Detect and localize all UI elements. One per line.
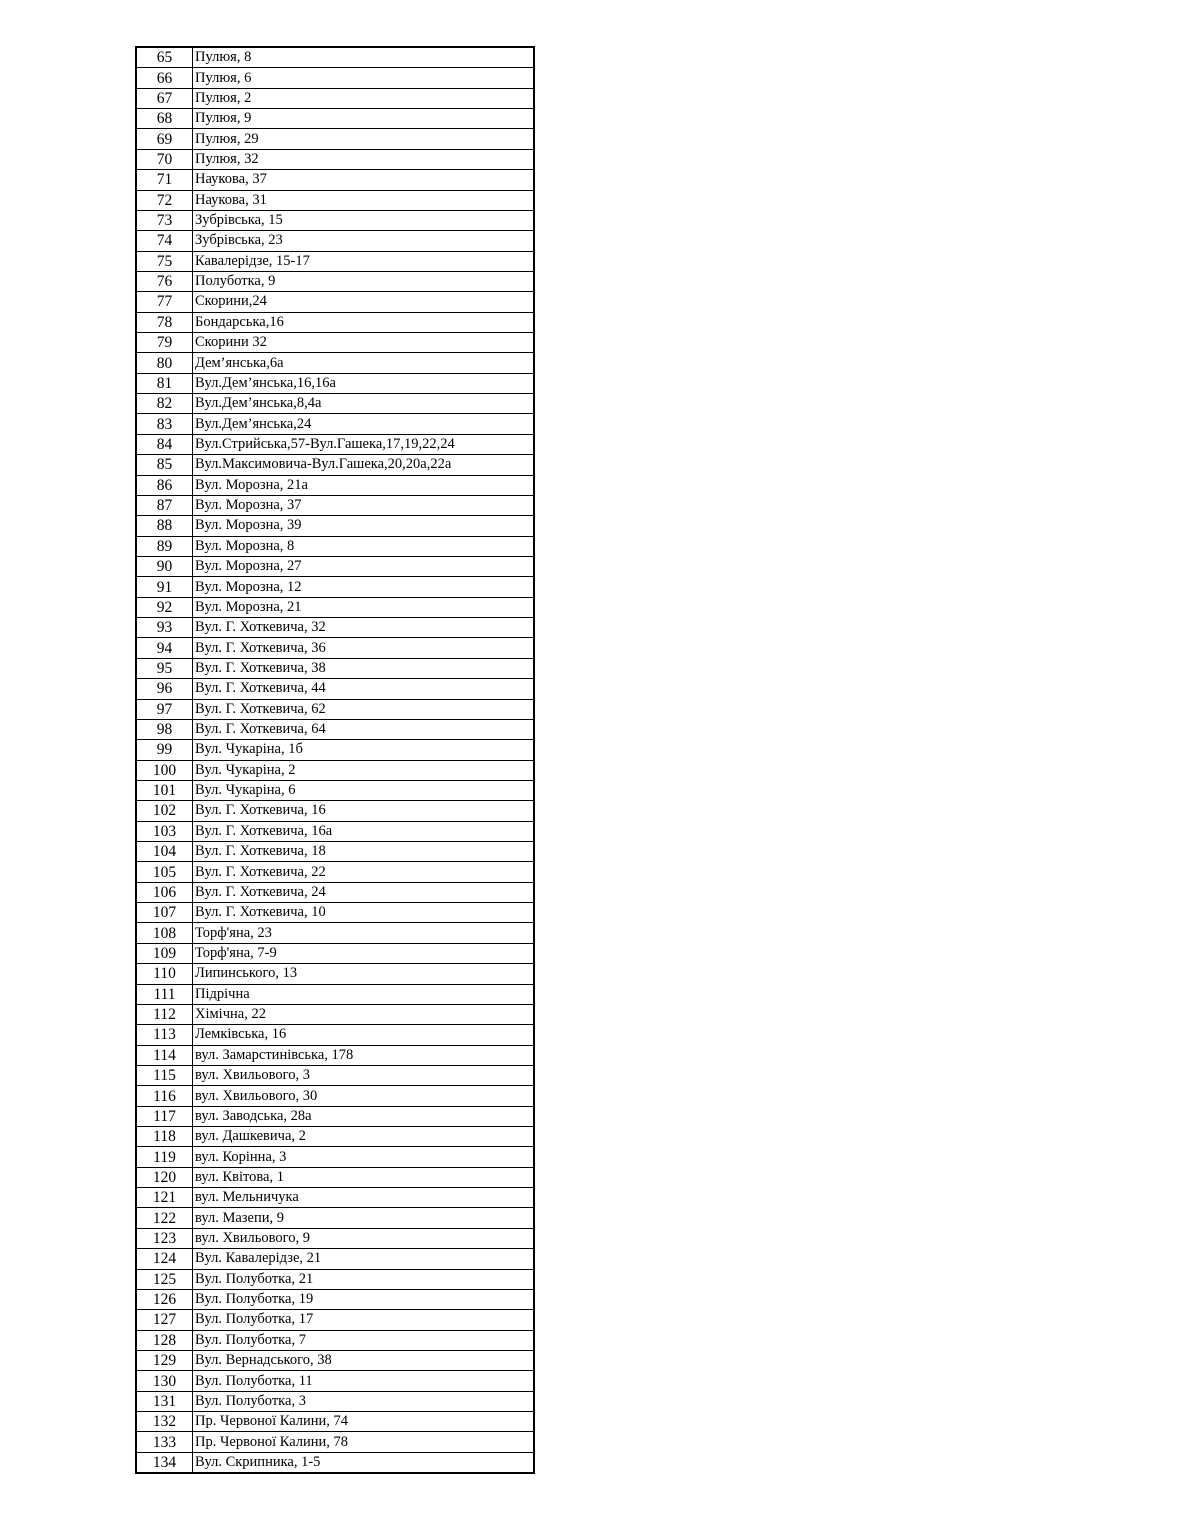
address-cell: Пулюя, 6 xyxy=(193,68,535,88)
row-number-cell: 85 xyxy=(136,455,193,475)
table-row xyxy=(136,210,534,230)
row-number-cell: 131 xyxy=(136,1391,193,1411)
table-row xyxy=(136,882,534,902)
table-row xyxy=(136,618,534,638)
table-row xyxy=(136,414,534,434)
row-number-cell: 94 xyxy=(136,638,193,658)
table-row xyxy=(136,1004,534,1024)
table-row xyxy=(136,170,534,190)
row-number-cell: 117 xyxy=(136,1106,193,1126)
address-cell: Підрічна xyxy=(193,984,535,1004)
row-number-cell: 100 xyxy=(136,760,193,780)
table-row xyxy=(136,47,534,68)
address-cell: Вул. Полуботка, 3 xyxy=(193,1391,535,1411)
table-row xyxy=(136,1391,534,1411)
table-row xyxy=(136,862,534,882)
address-cell: Скорини,24 xyxy=(193,292,535,312)
row-number-cell: 125 xyxy=(136,1269,193,1289)
row-number-cell: 87 xyxy=(136,495,193,515)
table-row xyxy=(136,231,534,251)
table-row xyxy=(136,1188,534,1208)
address-cell: вул. Хвильового, 9 xyxy=(193,1228,535,1248)
row-number-cell: 93 xyxy=(136,618,193,638)
row-number-cell: 109 xyxy=(136,943,193,963)
address-cell: Липинського, 13 xyxy=(193,964,535,984)
address-cell: Пулюя, 9 xyxy=(193,109,535,129)
row-number-cell: 84 xyxy=(136,434,193,454)
table-row xyxy=(136,1147,534,1167)
address-cell: Вул. Морозна, 37 xyxy=(193,495,535,515)
table-row xyxy=(136,353,534,373)
address-cell: Пулюя, 32 xyxy=(193,149,535,169)
row-number-cell: 116 xyxy=(136,1086,193,1106)
address-cell: Вул. Вернадського, 38 xyxy=(193,1351,535,1371)
table-row xyxy=(136,251,534,271)
table-row xyxy=(136,88,534,108)
table-row xyxy=(136,577,534,597)
row-number-cell: 99 xyxy=(136,740,193,760)
row-number-cell: 101 xyxy=(136,780,193,800)
address-cell: Вул.Стрийська,57-Вул.Гашека,17,19,22,24 xyxy=(193,434,535,454)
row-number-cell: 67 xyxy=(136,88,193,108)
address-cell: Вул. Чукаріна, 6 xyxy=(193,780,535,800)
table-row xyxy=(136,760,534,780)
address-cell: Дем’янська,6а xyxy=(193,353,535,373)
row-number-cell: 132 xyxy=(136,1412,193,1432)
row-number-cell: 118 xyxy=(136,1127,193,1147)
address-cell: Вул. Морозна, 12 xyxy=(193,577,535,597)
row-number-cell: 114 xyxy=(136,1045,193,1065)
row-number-cell: 115 xyxy=(136,1065,193,1085)
table-row xyxy=(136,842,534,862)
address-cell: Вул. Г. Хоткевича, 10 xyxy=(193,903,535,923)
row-number-cell: 127 xyxy=(136,1310,193,1330)
row-number-cell: 79 xyxy=(136,333,193,353)
address-cell: Зубрівська, 23 xyxy=(193,231,535,251)
table-row xyxy=(136,821,534,841)
table-row xyxy=(136,1106,534,1126)
row-number-cell: 102 xyxy=(136,801,193,821)
row-number-cell: 81 xyxy=(136,373,193,393)
address-cell: Наукова, 31 xyxy=(193,190,535,210)
row-number-cell: 119 xyxy=(136,1147,193,1167)
address-cell: вул. Хвильового, 30 xyxy=(193,1086,535,1106)
row-number-cell: 77 xyxy=(136,292,193,312)
row-number-cell: 95 xyxy=(136,658,193,678)
row-number-cell: 104 xyxy=(136,842,193,862)
table-row xyxy=(136,495,534,515)
table-row xyxy=(136,1249,534,1269)
table-row xyxy=(136,394,534,414)
address-table-body xyxy=(136,47,534,1473)
table-row xyxy=(136,129,534,149)
address-cell: Вул. Полуботка, 17 xyxy=(193,1310,535,1330)
address-cell: Вул. Г. Хоткевича, 44 xyxy=(193,679,535,699)
row-number-cell: 83 xyxy=(136,414,193,434)
table-row xyxy=(136,801,534,821)
address-cell: Вул. Г. Хоткевича, 16а xyxy=(193,821,535,841)
address-cell: вул. Дашкевича, 2 xyxy=(193,1127,535,1147)
address-cell: Зубрівська, 15 xyxy=(193,210,535,230)
address-cell: Вул. Морозна, 27 xyxy=(193,556,535,576)
table-row xyxy=(136,597,534,617)
table-row xyxy=(136,699,534,719)
table-row xyxy=(136,312,534,332)
row-number-cell: 96 xyxy=(136,679,193,699)
address-cell: Пр. Червоної Калини, 74 xyxy=(193,1412,535,1432)
row-number-cell: 111 xyxy=(136,984,193,1004)
row-number-cell: 130 xyxy=(136,1371,193,1391)
table-row xyxy=(136,1208,534,1228)
row-number-cell: 78 xyxy=(136,312,193,332)
row-number-cell: 74 xyxy=(136,231,193,251)
table-row xyxy=(136,68,534,88)
table-row xyxy=(136,434,534,454)
address-cell: Вул. Г. Хоткевича, 38 xyxy=(193,658,535,678)
row-number-cell: 76 xyxy=(136,271,193,291)
row-number-cell: 121 xyxy=(136,1188,193,1208)
address-cell: Вул. Г. Хоткевича, 62 xyxy=(193,699,535,719)
address-cell: Пулюя, 2 xyxy=(193,88,535,108)
address-cell: Скорини 32 xyxy=(193,333,535,353)
table-row xyxy=(136,1351,534,1371)
address-cell: Полуботка, 9 xyxy=(193,271,535,291)
table-row xyxy=(136,658,534,678)
address-cell: Вул. Г. Хоткевича, 22 xyxy=(193,862,535,882)
table-row xyxy=(136,109,534,129)
address-cell: Вул.Дем’янська,8,4а xyxy=(193,394,535,414)
table-row xyxy=(136,149,534,169)
table-row xyxy=(136,1269,534,1289)
row-number-cell: 128 xyxy=(136,1330,193,1350)
address-cell: Пулюя, 8 xyxy=(193,47,535,68)
row-number-cell: 129 xyxy=(136,1351,193,1371)
table-row xyxy=(136,1452,534,1473)
table-row xyxy=(136,1086,534,1106)
row-number-cell: 80 xyxy=(136,353,193,373)
address-cell: Торф'яна, 23 xyxy=(193,923,535,943)
table-row xyxy=(136,373,534,393)
address-cell: Вул. Полуботка, 7 xyxy=(193,1330,535,1350)
address-cell: Наукова, 37 xyxy=(193,170,535,190)
address-cell: вул. Квітова, 1 xyxy=(193,1167,535,1187)
row-number-cell: 133 xyxy=(136,1432,193,1452)
table-row xyxy=(136,190,534,210)
row-number-cell: 124 xyxy=(136,1249,193,1269)
address-cell: Вул. Чукаріна, 2 xyxy=(193,760,535,780)
table-row xyxy=(136,638,534,658)
address-cell: Кавалерідзе, 15-17 xyxy=(193,251,535,271)
table-row xyxy=(136,903,534,923)
row-number-cell: 108 xyxy=(136,923,193,943)
row-number-cell: 110 xyxy=(136,964,193,984)
table-row xyxy=(136,964,534,984)
table-row xyxy=(136,984,534,1004)
row-number-cell: 89 xyxy=(136,536,193,556)
table-row xyxy=(136,943,534,963)
table-row xyxy=(136,475,534,495)
address-cell: Торф'яна, 7-9 xyxy=(193,943,535,963)
address-cell: Вул. Морозна, 39 xyxy=(193,516,535,536)
row-number-cell: 75 xyxy=(136,251,193,271)
address-cell: Пулюя, 29 xyxy=(193,129,535,149)
row-number-cell: 71 xyxy=(136,170,193,190)
row-number-cell: 97 xyxy=(136,699,193,719)
address-cell: Вул. Г. Хоткевича, 64 xyxy=(193,719,535,739)
address-cell: Бондарська,16 xyxy=(193,312,535,332)
table-row xyxy=(136,1228,534,1248)
address-cell: Вул. Морозна, 8 xyxy=(193,536,535,556)
address-cell: Вул. Чукаріна, 1б xyxy=(193,740,535,760)
row-number-cell: 103 xyxy=(136,821,193,841)
address-cell: Вул. Морозна, 21 xyxy=(193,597,535,617)
address-cell: Вул.Максимовича-Вул.Гашека,20,20а,22а xyxy=(193,455,535,475)
address-cell: Вул. Г. Хоткевича, 36 xyxy=(193,638,535,658)
row-number-cell: 72 xyxy=(136,190,193,210)
address-cell: Вул. Морозна, 21а xyxy=(193,475,535,495)
address-cell: Вул.Дем’янська,24 xyxy=(193,414,535,434)
row-number-cell: 90 xyxy=(136,556,193,576)
address-cell: Пр. Червоної Калини, 78 xyxy=(193,1432,535,1452)
table-row xyxy=(136,1432,534,1452)
row-number-cell: 91 xyxy=(136,577,193,597)
table-row xyxy=(136,1065,534,1085)
address-cell: вул. Мельничука xyxy=(193,1188,535,1208)
row-number-cell: 86 xyxy=(136,475,193,495)
table-row xyxy=(136,333,534,353)
row-number-cell: 122 xyxy=(136,1208,193,1228)
table-row xyxy=(136,1167,534,1187)
row-number-cell: 70 xyxy=(136,149,193,169)
row-number-cell: 120 xyxy=(136,1167,193,1187)
table-row xyxy=(136,719,534,739)
address-cell: Вул.Дем’янська,16,16а xyxy=(193,373,535,393)
row-number-cell: 92 xyxy=(136,597,193,617)
row-number-cell: 105 xyxy=(136,862,193,882)
row-number-cell: 106 xyxy=(136,882,193,902)
address-cell: Вул. Полуботка, 11 xyxy=(193,1371,535,1391)
address-cell: Хімічна, 22 xyxy=(193,1004,535,1024)
address-cell: Вул. Кавалерідзе, 21 xyxy=(193,1249,535,1269)
row-number-cell: 68 xyxy=(136,109,193,129)
table-row xyxy=(136,536,534,556)
row-number-cell: 98 xyxy=(136,719,193,739)
address-cell: Вул. Полуботка, 19 xyxy=(193,1289,535,1309)
address-cell: Вул. Г. Хоткевича, 32 xyxy=(193,618,535,638)
address-cell: Вул. Полуботка, 21 xyxy=(193,1269,535,1289)
table-row xyxy=(136,292,534,312)
address-cell: вул. Мазепи, 9 xyxy=(193,1208,535,1228)
table-row xyxy=(136,923,534,943)
table-row xyxy=(136,1289,534,1309)
row-number-cell: 73 xyxy=(136,210,193,230)
table-row xyxy=(136,1310,534,1330)
address-cell: Вул. Г. Хоткевича, 18 xyxy=(193,842,535,862)
table-row xyxy=(136,271,534,291)
address-cell: вул. Хвильового, 3 xyxy=(193,1065,535,1085)
table-row xyxy=(136,1127,534,1147)
row-number-cell: 69 xyxy=(136,129,193,149)
row-number-cell: 113 xyxy=(136,1025,193,1045)
table-row xyxy=(136,1025,534,1045)
address-cell: Вул. Скрипника, 1-5 xyxy=(193,1452,535,1473)
row-number-cell: 134 xyxy=(136,1452,193,1473)
table-row xyxy=(136,516,534,536)
address-cell: Вул. Г. Хоткевича, 16 xyxy=(193,801,535,821)
address-cell: вул. Заводська, 28а xyxy=(193,1106,535,1126)
address-cell: вул. Корінна, 3 xyxy=(193,1147,535,1167)
row-number-cell: 66 xyxy=(136,68,193,88)
table-row xyxy=(136,1330,534,1350)
table-row xyxy=(136,556,534,576)
row-number-cell: 126 xyxy=(136,1289,193,1309)
address-cell: Вул. Г. Хоткевича, 24 xyxy=(193,882,535,902)
row-number-cell: 112 xyxy=(136,1004,193,1024)
table-row xyxy=(136,1045,534,1065)
row-number-cell: 82 xyxy=(136,394,193,414)
row-number-cell: 123 xyxy=(136,1228,193,1248)
row-number-cell: 65 xyxy=(136,47,193,68)
row-number-cell: 107 xyxy=(136,903,193,923)
address-cell: вул. Замарстинівська, 178 xyxy=(193,1045,535,1065)
table-row xyxy=(136,679,534,699)
table-row xyxy=(136,455,534,475)
table-row xyxy=(136,780,534,800)
address-cell: Лемківська, 16 xyxy=(193,1025,535,1045)
row-number-cell: 88 xyxy=(136,516,193,536)
address-table xyxy=(135,46,535,1474)
table-row xyxy=(136,1412,534,1432)
table-row xyxy=(136,740,534,760)
table-row xyxy=(136,1371,534,1391)
